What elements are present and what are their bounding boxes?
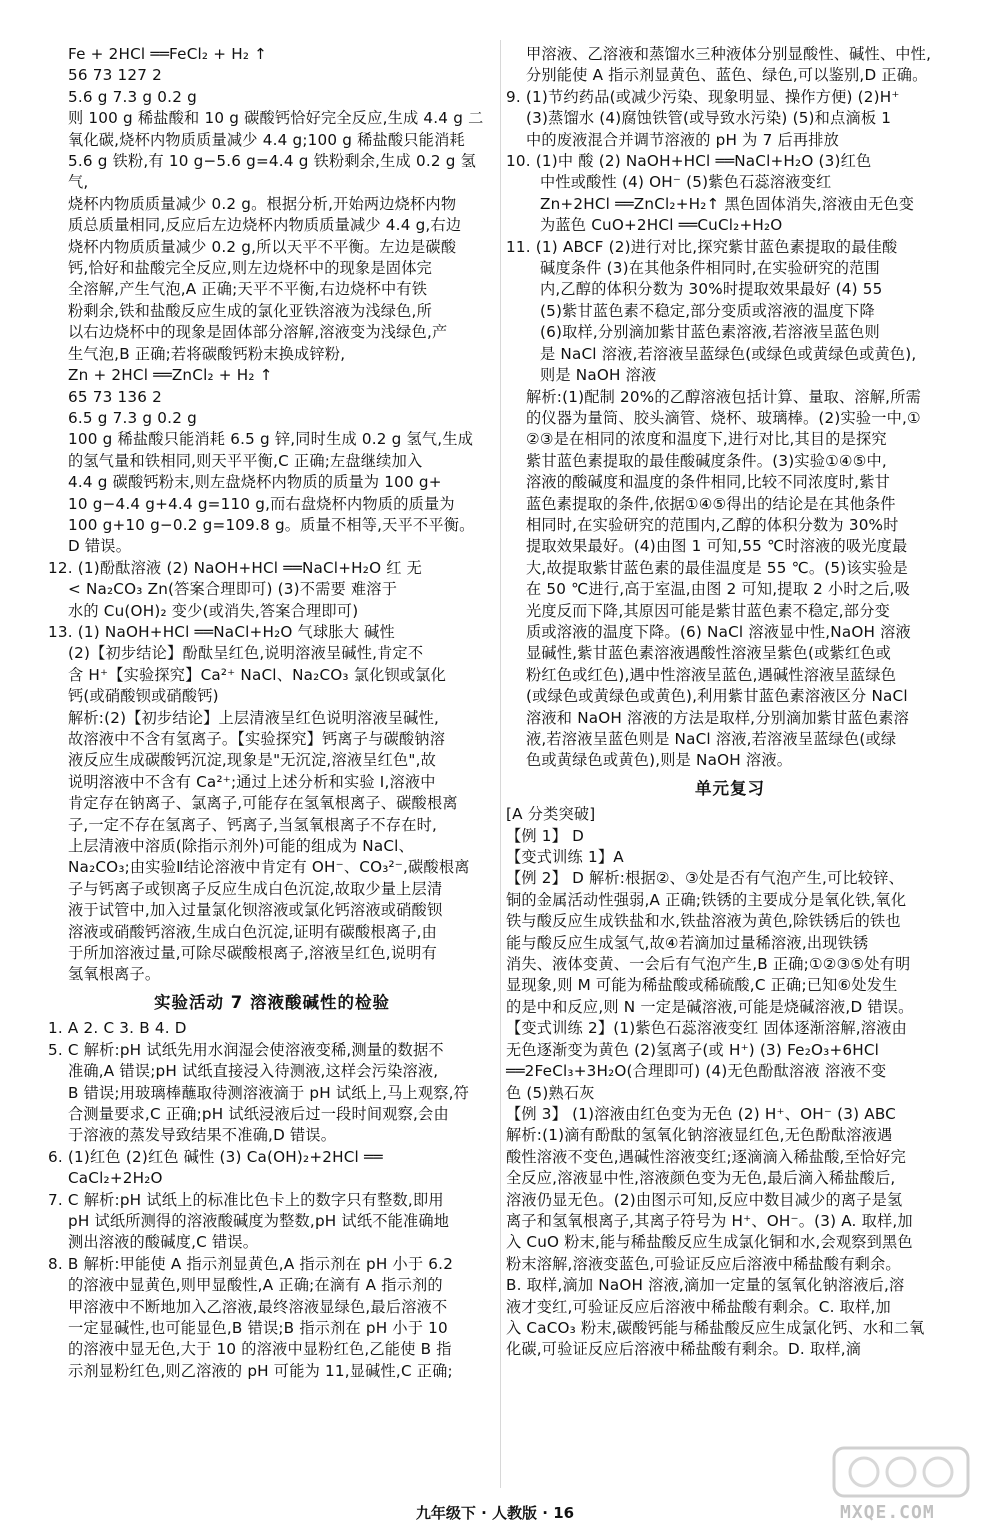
text-line: (6)取样,分别滴加紫甘蓝色素溶液,若溶液呈蓝色则 — [540, 323, 880, 342]
text-line: 离子和氢氧根离子,其离子符号为 H⁺、OH⁻。(3) A. 取样,加 — [506, 1211, 913, 1230]
text-line: 4.4 g 碳酸钙粉末,则左盘烧杯内物质的质量为 100 g+ — [68, 473, 442, 492]
text-line: 粉红色或红色),遇中性溶液呈蓝色,遇碱性溶液呈蓝绿色 — [526, 665, 897, 684]
text-line: 12. (1)酚酞溶液 (2) NaOH+HCl ══NaCl+H₂O 红 无 — [48, 558, 423, 577]
text-line: 的溶液中显无色,大于 10 的溶液中显粉红色,乙能使 B 指 — [68, 1340, 452, 1359]
text-line: 全溶解,产生气泡,A 正确;天平不平衡,右边烧杯中有铁 — [68, 280, 428, 299]
text-line: 子,一定不存在氢离子、钙离子,当氢氧根离子不存在时, — [68, 815, 437, 834]
text-line: 上层清液中溶质(除指示剂外)可能的组成为 NaCl、 — [68, 837, 414, 856]
text-line: 质或溶液的温度下降。(6) NaCl 溶液显中性,NaOH 溶液 — [526, 622, 911, 641]
left-column — [48, 44, 496, 1382]
text-line: 解析:(2)【初步结论】上层清液呈红色说明溶液呈碱性, — [68, 708, 439, 727]
text-line: 合测量要求,C 正确;pH 试纸浸液后过一段时间观察,会由 — [68, 1104, 449, 1123]
text-line: 56 73 127 2 — [68, 66, 162, 85]
text-line: 6.5 g 7.3 g 0.2 g — [68, 408, 197, 427]
column-divider — [500, 40, 501, 1488]
text-line: Zn + 2HCl ══ZnCl₂ + H₂ ↑ — [68, 366, 273, 385]
text-line: < Na₂CO₃ Zn(答案合理即可) (3)不需要 难溶于 — [68, 580, 398, 599]
text-line: 在 50 ℃进行,高于室温,由图 2 可知,提取 2 小时之后,吸 — [526, 580, 910, 599]
text-line: 5. C 解析:pH 试纸先用水润湿会使溶液变稀,测量的数据不 — [48, 1040, 444, 1059]
text-line: 解析:(1)滴有酚酞的氢氧化钠溶液显红色,无色酚酞溶液遇 — [506, 1126, 893, 1145]
text-line: 的仪器为量筒、胶头滴管、烧杯、玻璃棒。(2)实验一中,① — [526, 408, 921, 427]
text-line: 5.6 g 7.3 g 0.2 g — [68, 87, 197, 106]
text-line: 相同时,在实验研究的范围内,乙醇的体积分数为 30%时 — [526, 515, 899, 534]
left-answer-lines-2 — [48, 1018, 496, 1382]
text-line: 9. (1)节约药品(或减少污染、现象明显、操作方便) (2)H⁺ — [506, 87, 900, 106]
text-line: 准确,A 错误;pH 试纸直接浸入待测液,这样会污染溶液, — [68, 1062, 439, 1081]
text-line: (5)紫甘蓝色素不稳定,部分变质或溶液的温度下降 — [540, 301, 875, 320]
right-answer-lines-2 — [506, 804, 954, 1361]
text-line: 8. B 解析:甲能使 A 指示剂显黄色,A 指示剂在 pH 小于 6.2 — [48, 1254, 454, 1273]
text-line: 65 73 136 2 — [68, 387, 162, 406]
text-line: (或绿色或黄绿色或黄色),利用紫甘蓝色素溶液区分 NaCl — [526, 687, 908, 706]
text-line: 1. A 2. C 3. B 4. D — [48, 1019, 187, 1038]
text-line: 化碳,可验证反应后溶液中稀盐酸有剩余。D. 取样,滴 — [506, 1340, 862, 1359]
text-line: 【例 2】 D 解析:根据②、③处是否有气泡产生,可比较锌、 — [506, 869, 904, 888]
text-line: 紫甘蓝色素提取的最佳酸碱度条件。(3)实验①④⑤中, — [526, 451, 887, 470]
text-line: 氧化碳,烧杯内物质质量减少 4.4 g;100 g 稀盐酸只能消耗 — [68, 130, 465, 149]
text-line: 溶液的酸碱度和温度的条件相同,比较不同浓度时,紫甘 — [526, 473, 890, 492]
text-line: 大,故提取紫甘蓝色素的最佳温度是 55 ℃。(5)该实验是 — [526, 558, 908, 577]
text-line: 故溶液中不含有氢离子。【实验探究】钙离子与碳酸钠溶 — [68, 730, 446, 748]
text-line: 液反应生成碳酸钙沉淀,现象是"无沉淀,溶液呈红色",故 — [68, 751, 436, 770]
text-line: 测出溶液的酸碱度,C 错误。 — [68, 1233, 259, 1252]
text-line: 【变式训练 1】A — [506, 848, 624, 867]
text-line: 一定显碱性,也可能显色,B 错误;B 指示剂在 pH 小于 10 — [68, 1318, 448, 1337]
text-line: 【变式训练 2】(1)紫色石蕊溶液变红 固体逐渐溶解,溶液由 — [506, 1019, 907, 1038]
text-line: 内,乙醇的体积分数为 30%时提取效果最好 (4) 55 — [540, 280, 883, 299]
text-line: 【例 3】 (1)溶液由红色变为无色 (2) H⁺、OH⁻ (3) ABC — [506, 1104, 896, 1123]
text-line: 中的废液混合并调节溶液的 pH 为 7 后再排放 — [526, 130, 840, 149]
left-answer-lines — [48, 44, 496, 986]
text-line: 肯定存在钠离子、氯离子,可能存在氢氧根离子、碳酸根离 — [68, 794, 458, 813]
text-line: 粉末溶解,溶液变蓝色,可验证反应后溶液中稀盐酸有剩余。 — [506, 1254, 901, 1273]
text-line: ══2FeCl₃+3H₂O(合理即可) (4)无色酚酞溶液 溶液不变 — [506, 1062, 887, 1081]
text-line: 无色逐渐变为黄色 (2)氢离子(或 H⁺) (3) Fe₂O₃+6HCl — [506, 1040, 880, 1059]
text-line: B 错误;用玻璃棒蘸取待测溶液滴于 pH 试纸上,马上观察,符 — [68, 1083, 470, 1102]
text-line: 烧杯内物质质量减少 0.2 g,所以天平不平衡。左边是碳酸 — [68, 237, 457, 256]
text-line: 5.6 g 铁粉,有 10 g−5.6 g=4.4 g 铁粉剩余,生成 0.2 g 氢气, — [68, 152, 476, 192]
text-line: 显碱性,紫甘蓝色素溶液遇酸性溶液呈紫色(或紫红色或 — [526, 644, 892, 663]
text-line: 的是中和反应,则 N 一定是碱溶液,可能是烧碱溶液,D 错误。 — [506, 997, 914, 1016]
text-line: 于溶液的蒸发导致结果不准确,D 错误。 — [68, 1126, 337, 1145]
text-line: (2)【初步结论】酚酞呈红色,说明溶液呈碱性,肯定不 — [68, 644, 424, 663]
text-line: 100 g+10 g−0.2 g=109.8 g。质量不相等,天平不平衡。 — [68, 515, 475, 534]
text-line: 光度反而下降,其原因可能是紫甘蓝色素不稳定,部分变 — [526, 601, 890, 620]
text-line: Fe + 2HCl ══FeCl₂ + H₂ ↑ — [68, 45, 268, 63]
page-footer: 九年级下 · 人教版 · 16 — [415, 1504, 575, 1522]
text-line: 液于试管中,加入过量氯化钡溶液或氯化钙溶液或硝酸钡 — [68, 901, 443, 920]
text-line: 氢氧根离子。 — [68, 965, 161, 984]
text-line: 说明溶液中不含有 Ca²⁺;通过上述分析和实验 I,溶液中 — [68, 772, 436, 791]
text-line: 烧杯内物质质量减少 0.2 g。根据分析,开始两边烧杯内物 — [68, 194, 457, 213]
text-line: 中性或酸性 (4) OH⁻ (5)紫色石蕊溶液变红 — [540, 173, 832, 192]
text-line: 为蓝色 CuO+2HCl ══CuCl₂+H₂O — [540, 216, 783, 235]
right-column — [506, 44, 954, 1361]
text-line: 提取效果最好。(4)由图 1 可知,55 ℃时溶液的吸光度最 — [526, 537, 908, 556]
right-answer-lines — [506, 44, 954, 772]
text-line: 的氢气量和铁相同,则天平平衡,C 正确;左盘继续加入 — [68, 451, 423, 470]
text-line: 10. (1)中 酸 (2) NaOH+HCl ══NaCl+H₂O (3)红色 — [506, 152, 872, 171]
text-line: 色 (5)熟石灰 — [506, 1083, 595, 1102]
text-line: 钙(或硝酸钡或硝酸钙) — [68, 687, 219, 706]
text-line: 钙,恰好和盐酸完全反应,则左边烧杯中的现象是固体完 — [68, 259, 432, 278]
text-line: 蓝色素提取的条件,依据①④⑤得出的结论是在其他条件 — [526, 494, 896, 513]
text-line: 溶液或硝酸钙溶液,生成白色沉淀,证明有碳酸根离子,由 — [68, 922, 437, 941]
text-line: 粉剩余,铁和盐酸反应生成的氯化亚铁溶液为浅绿色,所 — [68, 301, 432, 320]
text-line: D 错误。 — [68, 537, 132, 556]
section-heading-unit-review: 单元复习 — [695, 778, 765, 798]
text-line: 溶液和 NaOH 溶液的方法是取样,分别滴加紫甘蓝色素溶 — [526, 708, 910, 727]
text-line: 溶液仍显无色。(2)由图示可知,反应中数目减少的离子是氢 — [506, 1190, 903, 1209]
text-line: Na₂CO₃;由实验Ⅱ结论溶液中肯定有 OH⁻、CO₃²⁻,碳酸根离 — [68, 858, 470, 877]
text-line: 水的 Cu(OH)₂ 变少(或消失,答案合理即可) — [68, 601, 359, 620]
text-line: 以右边烧杯中的现象是固体部分溶解,溶液变为浅绿色,产 — [68, 323, 448, 342]
text-line: 质总质量相同,反应后左边烧杯内物质质量减少 4.4 g,右边 — [68, 216, 462, 235]
text-line: [A 分类突破] — [506, 805, 596, 824]
text-line: 入 CaCO₃ 粉末,碳酸钙能与稀盐酸反应生成氯化钙、水和二氧 — [506, 1318, 925, 1337]
text-line: 的溶液中显黄色,则甲显酸性,A 正确;在滴有 A 指示剂的 — [68, 1276, 443, 1295]
text-line: 铜的金属活动性强弱,A 正确;铁锈的主要成分是氧化铁,氧化 — [506, 890, 907, 909]
text-line: 解析:(1)配制 20%的乙醇溶液包括计算、量取、溶解,所需 — [526, 387, 921, 406]
text-line: 则 100 g 稀盐酸和 10 g 碳酸钙恰好完全反应,生成 4.4 g 二 — [68, 109, 484, 128]
text-line: 入 CuO 粉末,能与稀盐酸反应生成氯化铜和水,会观察到黑色 — [506, 1233, 913, 1252]
text-line: 10 g−4.4 g+4.4 g=110 g,而右盘烧杯内物质的质量为 — [68, 494, 455, 513]
text-line: 示剂显粉红色,则乙溶液的 pH 可能为 11,显碱性,C 正确; — [68, 1361, 453, 1380]
text-line: B. 取样,滴加 NaOH 溶液,滴加一定量的氢氧化钠溶液后,溶 — [506, 1276, 905, 1295]
text-line: (3)蒸馏水 (4)腐蚀铁管(或导致水污染) (5)和点滴板 1 — [526, 109, 892, 128]
text-line: 7. C 解析:pH 试纸上的标准比色卡上的数字只有整数,即用 — [48, 1190, 444, 1209]
text-line: 11. (1) ABCF (2)进行对比,探究紫甘蓝色素提取的最佳酸 — [506, 237, 898, 256]
text-line: 子与钙离子或钡离子反应生成白色沉淀,故取少量上层清 — [68, 879, 443, 898]
text-line: 100 g 稀盐酸只能消耗 6.5 g 锌,同时生成 0.2 g 氢气,生成 — [68, 430, 474, 449]
text-line: 全反应,溶液显中性,溶液颜色变为无色,最后滴入稀盐酸后, — [506, 1169, 896, 1188]
text-line: 是 NaCl 溶液,若溶液呈蓝绿色(或绿色或黄绿色或黄色), — [540, 344, 917, 363]
text-line: 消失、液体变黄、一会后有气泡产生,B 正确;①②③⑤处有明 — [506, 955, 911, 974]
text-line: 含 H⁺【实验探究】Ca²⁺ NaCl、Na₂CO₃ 氯化钡或氯化 — [68, 665, 447, 684]
text-line: pH 试纸所测得的溶液酸碱度为整数,pH 试纸不能准确地 — [68, 1211, 450, 1230]
text-line: 显现象,则 M 可能为稀盐酸或稀硫酸,C 正确;已知⑥处发生 — [506, 976, 898, 995]
text-line: 液才变红,可验证反应后溶液中稀盐酸有剩余。C. 取样,加 — [506, 1297, 891, 1316]
text-line: 液,若溶液呈蓝色则是 NaCl 溶液,若溶液呈蓝绿色(或绿 — [526, 730, 897, 748]
text-line: 于所加溶液过量,可除尽碳酸根离子,溶液呈红色,说明有 — [68, 944, 437, 963]
text-line: CaCl₂+2H₂O — [68, 1169, 163, 1188]
text-line: 铁与酸反应生成铁盐和水,铁盐溶液为黄色,除铁锈后的铁也 — [506, 912, 901, 931]
section-heading-experiment-7: 实验活动 7 溶液酸碱性的检验 — [154, 992, 390, 1012]
text-line: 碱度条件 (3)在其他条件相同时,在实验研究的范围 — [540, 259, 880, 278]
text-line: 生气泡,B 正确;若将碳酸钙粉末换成锌粉, — [68, 344, 346, 363]
text-line: 分别能使 A 指示剂显黄色、蓝色、绿色,可以鉴别,D 正确。 — [526, 66, 928, 85]
text-line: 则是 NaOH 溶液 — [540, 366, 657, 385]
text-line: 甲溶液、乙溶液和蒸馏水三种液体分别显酸性、碱性、中性, — [526, 45, 932, 63]
text-line: 酸性溶液不变色,遇碱性溶液变红;逐滴滴入稀盐酸,至恰好完 — [506, 1147, 907, 1166]
watermark-stamp-icon — [826, 1442, 976, 1502]
text-line: ②③是在相同的浓度和温度下,进行对比,其目的是探究 — [526, 430, 887, 449]
watermark-text: MXQE.COM — [840, 1502, 935, 1523]
text-line: 能与酸反应生成氢气,故④若滴加过量稀溶液,出现铁锈 — [506, 933, 869, 952]
text-line: 13. (1) NaOH+HCl ══NaCl+H₂O 气球胀大 碱性 — [48, 622, 395, 641]
text-line: 【例 1】 D — [506, 826, 584, 845]
text-line: Zn+2HCl ══ZnCl₂+H₂↑ 黑色固体消失,溶液由无色变 — [540, 194, 915, 213]
text-line: 色或黄绿色或黄色),则是 NaOH 溶液。 — [526, 751, 793, 770]
watermark-logo — [826, 1442, 976, 1530]
text-line: 甲溶液中不断地加入乙溶液,最终溶液显绿色,最后溶液不 — [68, 1297, 448, 1316]
text-line: 6. (1)红色 (2)红色 碱性 (3) Ca(OH)₂+2HCl ══ — [48, 1147, 383, 1166]
